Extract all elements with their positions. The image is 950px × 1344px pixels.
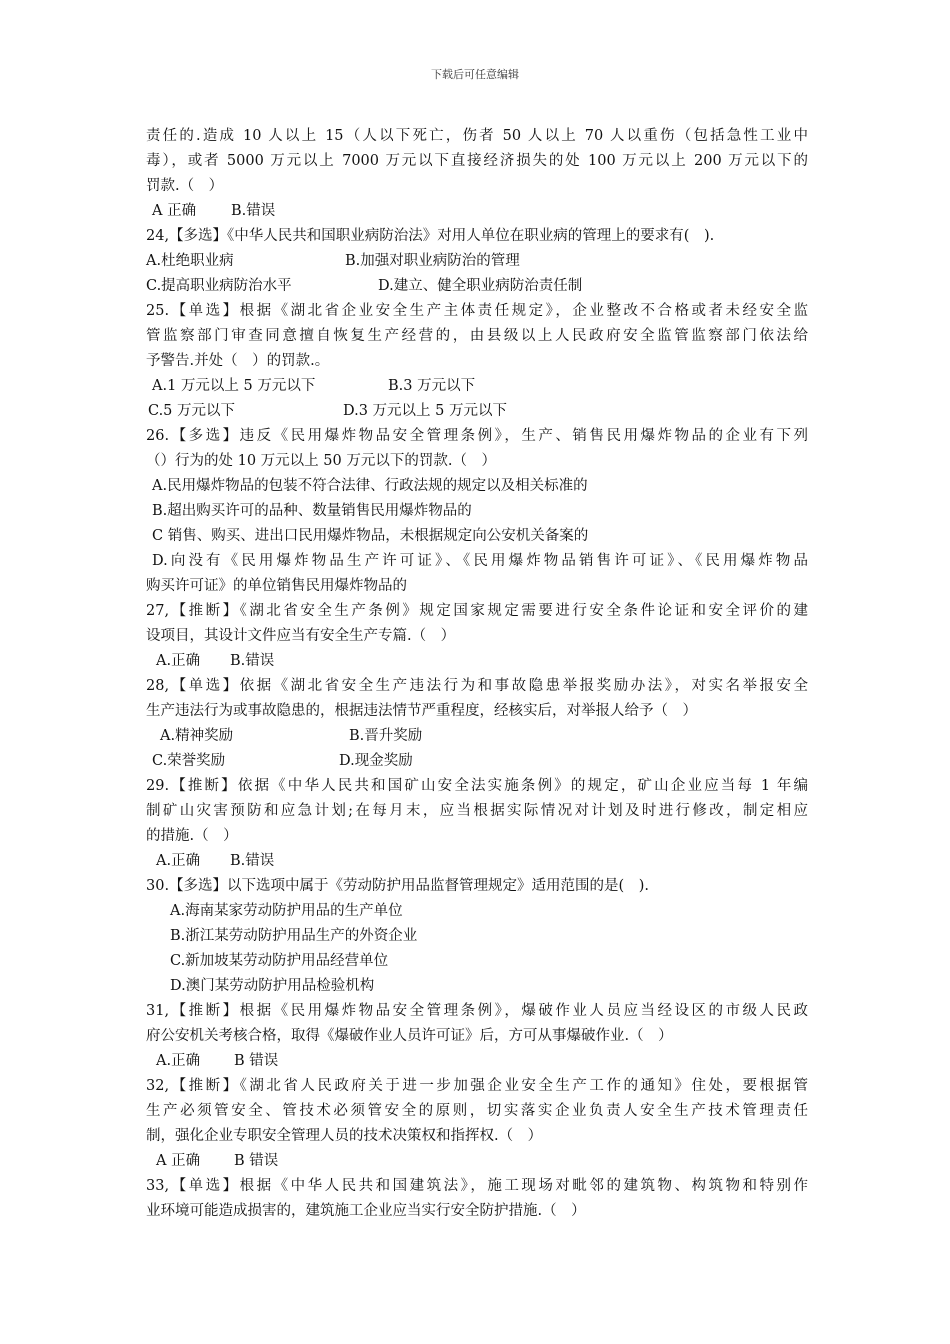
answer-option: B.错误: [230, 653, 275, 669]
text-line: 26.【多选】违反《民用爆炸物品安全管理条例》，生产、销售民用爆炸物品的企业有下列: [146, 428, 808, 444]
answer-option: A 正确: [156, 1153, 201, 1169]
text-line: 业环境可能造成损害的，建筑施工企业应当实行安全防护措施.（ ）: [146, 1203, 586, 1219]
text-line: 制矿山灾害预防和应急计划;在每月末，应当根据实际情况对计划及时进行修改，制定相应: [146, 803, 808, 819]
text-line: 生产违法行为或事故隐患的，根据违法情节严重程度，经核实后，对举报人给予（ ）: [146, 703, 697, 719]
answer-options-line: [146, 849, 808, 874]
text-line: 的措施.（ ）: [146, 828, 238, 844]
text-line: A.海南某家劳动防护用品的生产单位: [170, 903, 403, 919]
text-line: D.向没有《民用爆炸物品生产许可证》、《民用爆炸物品销售许可证》、《民用爆炸物品: [152, 553, 808, 569]
answer-option: A.1 万元以上 5 万元以下: [152, 378, 316, 394]
text-line: 32,【推断】《湖北省人民政府关于进一步加强企业安全生产工作的通知》住处，要根据管: [146, 1078, 808, 1094]
text-line: C 销售、购买、进出口民用爆炸物品，未根据规定向公安机关备案的: [152, 528, 589, 544]
text-line: 31,【推断】根据《民用爆炸物品安全管理条例》，爆破作业人员应当经设区的市级人民政: [146, 1003, 808, 1019]
answer-option: A 正确: [152, 203, 197, 219]
text-line: C.新加坡某劳动防护用品经营单位: [170, 953, 389, 969]
text-line: 生产必须管安全、管技术必须管安全的原则，切实落实企业负责人安全生产技术管理责任: [146, 1103, 808, 1119]
answer-options-line: [146, 199, 808, 224]
text-line: 24,【多选】《中华人民共和国职业病防治法》对用人单位在职业病的管理上的要求有( ).: [146, 228, 715, 244]
text-line: 25.【单选】根据《湖北省企业安全生产主体责任规定》，企业整改不合格或者未经安全监: [146, 303, 808, 319]
answer-option: B.3 万元以下: [388, 378, 476, 394]
text-line: 27,【推断】《湖北省安全生产条例》规定国家规定需要进行安全条件论证和安全评价的建: [146, 603, 808, 619]
answer-option: A.正确: [156, 853, 201, 869]
text-line: （）行为的处 10 万元以上 50 万元以下的罚款.（ ）: [146, 453, 496, 469]
text-line: 33,【单选】根据《中华人民共和国建筑法》，施工现场对毗邻的建筑物、构筑物和特别作: [146, 1178, 808, 1194]
answer-option: C.荣誉奖励: [152, 753, 226, 769]
answer-option: C.5 万元以下: [148, 403, 236, 419]
text-line: 毒），或者 5000 万元以上 7000 万元以下直接经济损失的处 100 万元以上 200 万元以下的: [146, 153, 808, 169]
answer-options-line: [146, 274, 808, 299]
text-line: 30.【多选】以下选项中属于《劳动防护用品监督管理规定》适用范围的是( ).: [146, 878, 649, 894]
text-line: 29.【推断】依据《中华人民共和国矿山安全法实施条例》的规定，矿山企业应当每 1 年编: [146, 778, 808, 794]
text-line: 管监察部门审查同意擅自恢复生产经营的，由县级以上人民政府安全监管监察部门依法给: [146, 328, 808, 344]
answer-option: B.错误: [231, 203, 276, 219]
answer-option: D.3 万元以上 5 万元以下: [343, 403, 507, 419]
text-line: 罚款.（ ）: [146, 178, 224, 194]
answer-option: C.提高职业病防治水平: [146, 278, 292, 294]
answer-option: B.加强对职业病防治的管理: [345, 253, 520, 269]
answer-option: D.现金奖励: [339, 753, 413, 769]
text-line: 府公安机关考核合格，取得《爆破作业人员许可证》后，方可从事爆破作业.（ ）: [146, 1028, 673, 1044]
answer-options-line: [146, 399, 808, 424]
answer-option: D.建立、健全职业病防治责任制: [378, 278, 583, 294]
answer-options-line: [146, 374, 808, 399]
text-line: 予警告.并处（ ）的罚款.。: [146, 353, 330, 369]
answer-options-line: [146, 649, 808, 674]
answer-option: A.正确: [156, 1053, 201, 1069]
answer-option: A.正确: [156, 653, 201, 669]
page-header: 下载后可任意编辑: [431, 68, 519, 81]
answer-option: B 错误: [234, 1153, 279, 1169]
text-line: 制，强化企业专职安全管理人员的技术决策权和指挥权.（ ）: [146, 1128, 543, 1144]
answer-options-line: [146, 724, 808, 749]
answer-options-line: [146, 1049, 808, 1074]
text-line: 购买许可证》的单位销售民用爆炸物品的: [146, 578, 407, 594]
text-line: B.浙江某劳动防护用品生产的外资企业: [170, 928, 418, 944]
text-line: B.超出购买许可的品种、数量销售民用爆炸物品的: [152, 503, 472, 519]
answer-option: B 错误: [234, 1053, 279, 1069]
answer-option: B.错误: [230, 853, 275, 869]
text-line: 28,【单选】依据《湖北省安全生产违法行为和事故隐患举报奖励办法》，对实名举报安全: [146, 678, 808, 694]
answer-option: B.晋升奖励: [349, 728, 423, 744]
text-line: A.民用爆炸物品的包装不符合法律、行政法规的规定以及相关标准的: [152, 478, 588, 494]
answer-options-line: [146, 749, 808, 774]
answer-option: A.精神奖励: [160, 728, 234, 744]
text-line: 责任的.造成 10 人以上 15（人以下死亡，伤者 50 人以上 70 人以重伤（包括急性工业中: [146, 128, 808, 144]
answer-options-line: [146, 1149, 808, 1174]
text-line: 设项目，其设计文件应当有安全生产专篇.（ ）: [146, 628, 456, 644]
document-body: [146, 124, 808, 1224]
text-line: D.澳门某劳动防护用品检验机构: [170, 978, 375, 994]
answer-option: A.杜绝职业病: [146, 253, 234, 269]
answer-options-line: [146, 249, 808, 274]
